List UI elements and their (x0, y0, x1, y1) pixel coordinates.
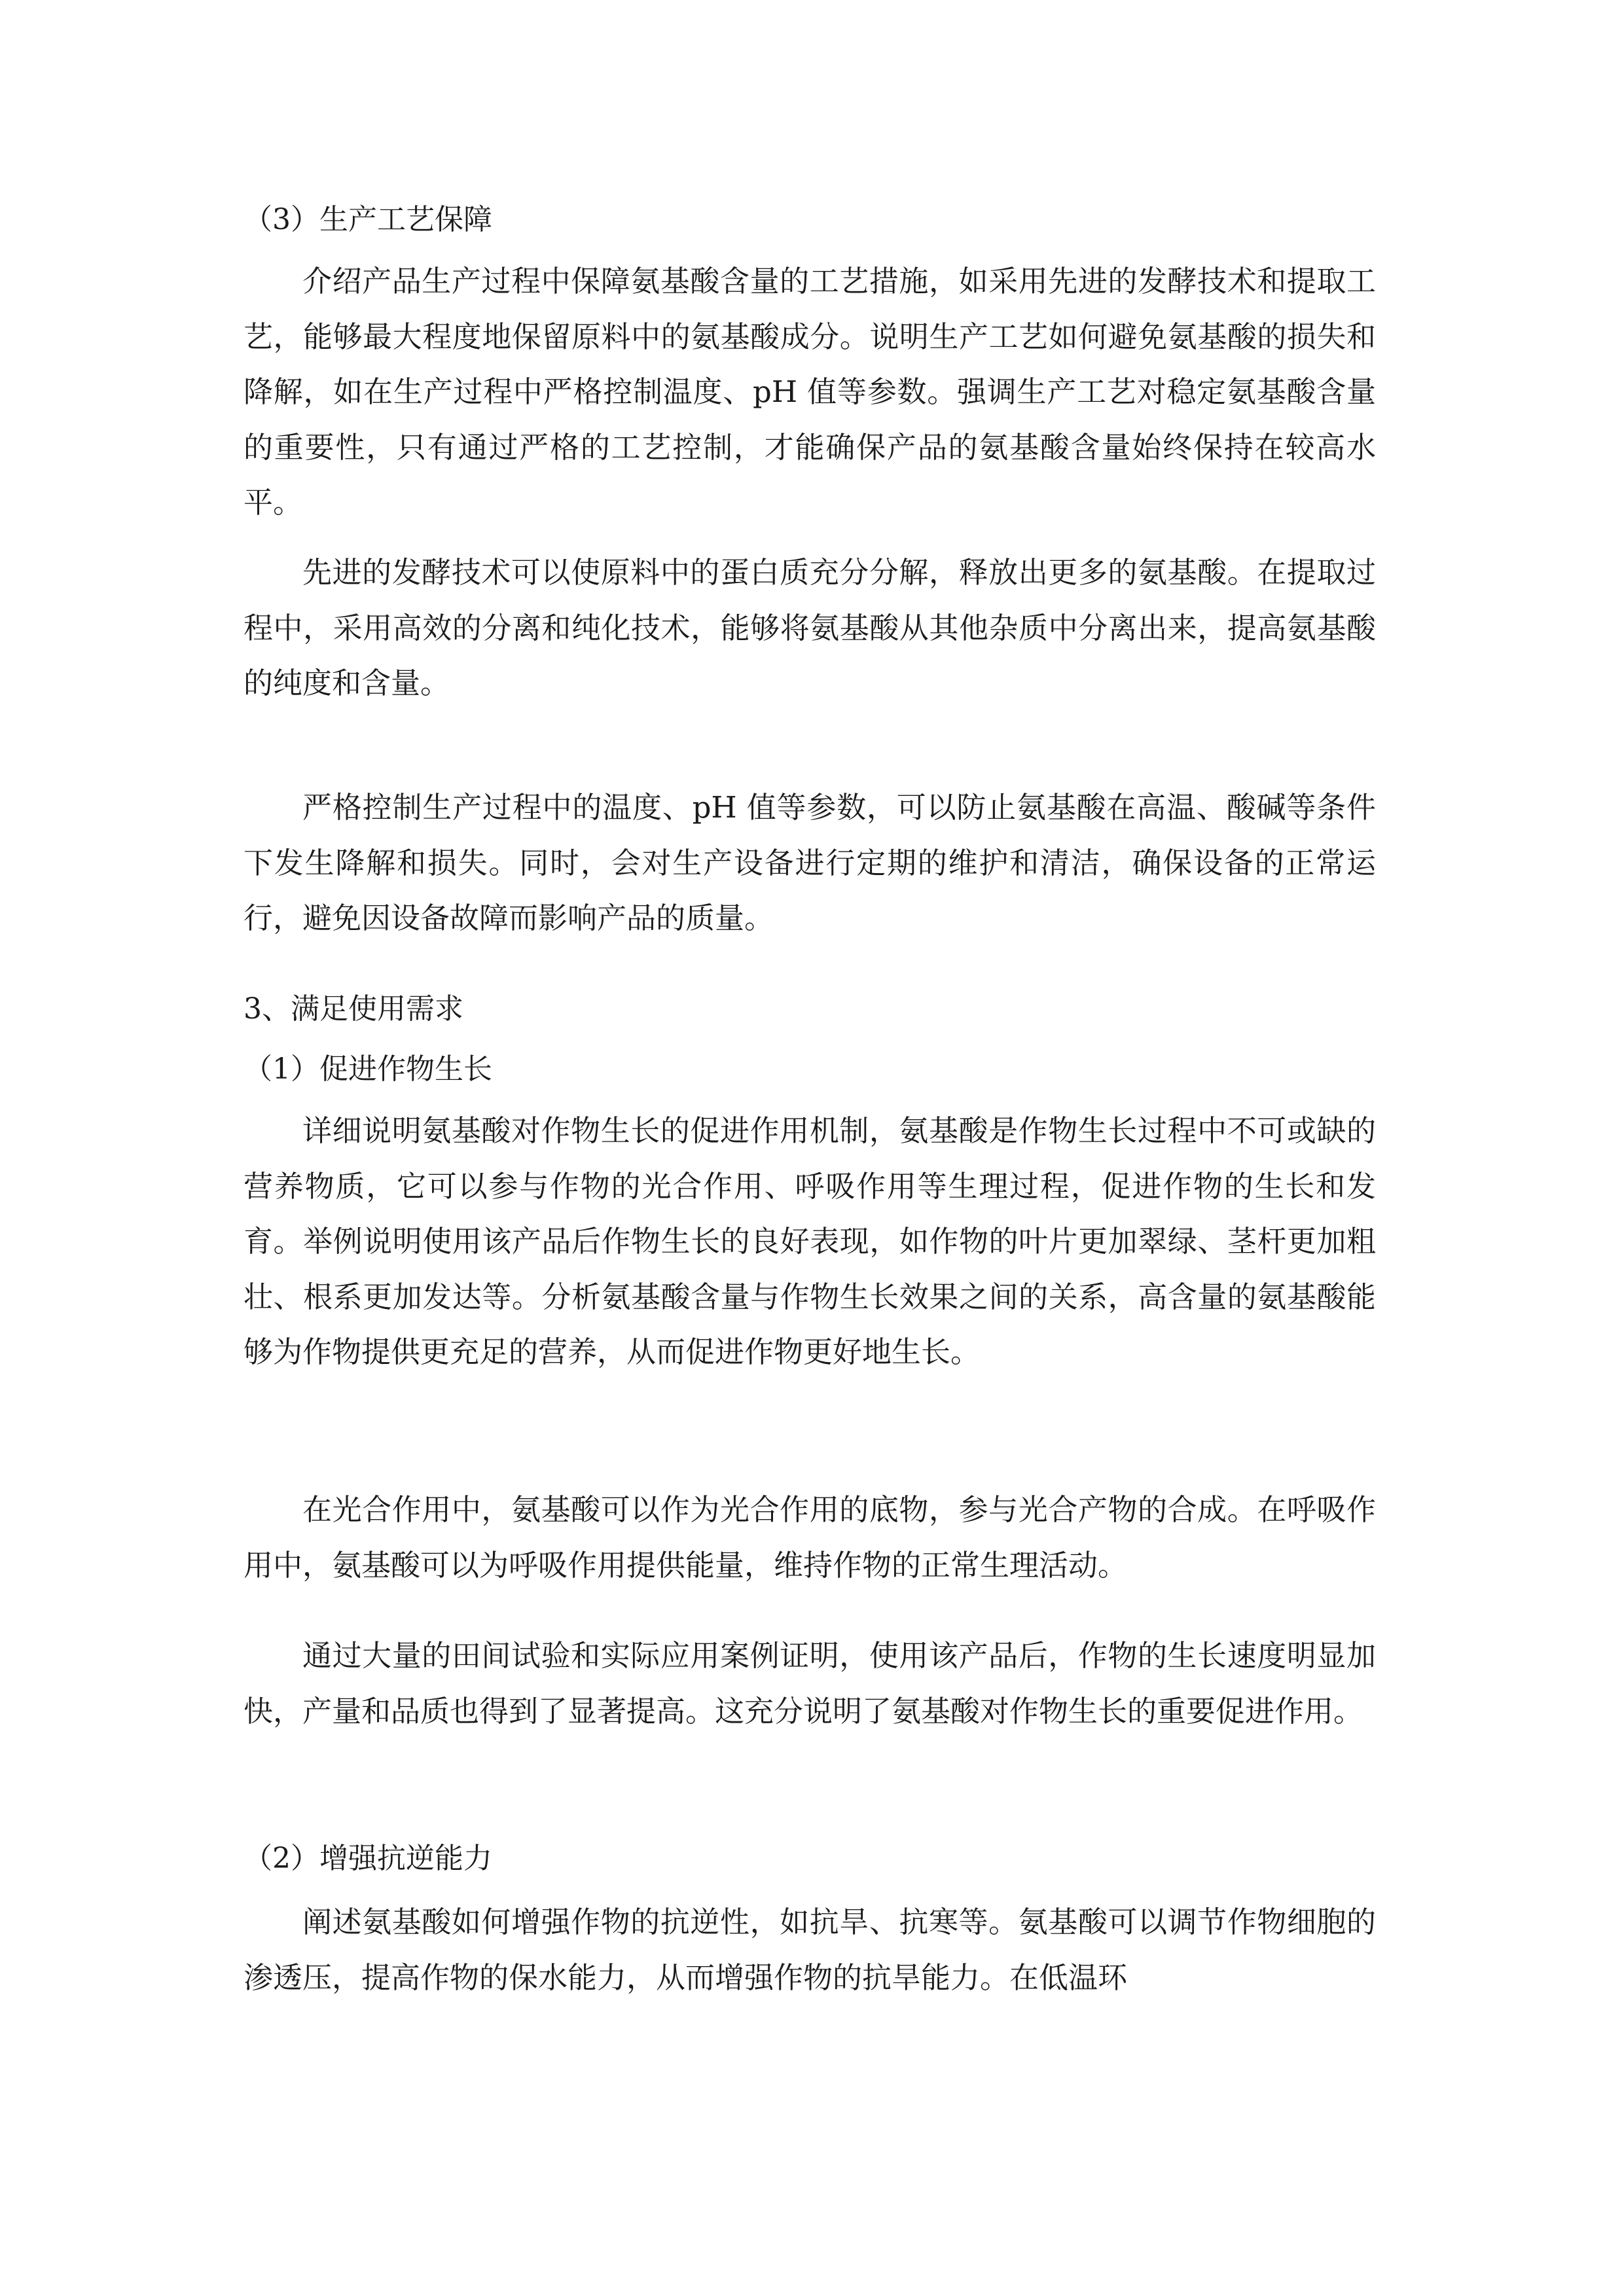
paragraph-stress-resistance (244, 1895, 1376, 2005)
body-paragraph: 先进的发酵技术可以使原料中的蛋白质充分分解，释放出更多的氨基酸。在提取过程中，采用高效的分离和纯化技术，能够将氨基酸从其他杂质中分离出来，提高氨基酸的纯度和含量。 (244, 555, 1376, 700)
body-paragraph: 通过大量的田间试验和实际应用案例证明，使用该产品后，作物的生长速度明显加快，产量和品质也得到了显著提高。这充分说明了氨基酸对作物生长的重要促进作用。 (244, 1638, 1376, 1729)
paragraph-photosynthesis (244, 1482, 1376, 1593)
section-heading: （3）生产工艺保障 (244, 203, 492, 236)
body-paragraph: 严格控制生产过程中的温度、pH 值等参数，可以防止氨基酸在高温、酸碱等条件下发生降解和损失。同时，会对生产设备进行定期的维护和清洁，确保设备的正常运行，避免因设备故障而影响产品的质量。 (244, 790, 1376, 935)
heading-production-process (244, 194, 1376, 246)
paragraph-control (244, 780, 1376, 946)
paragraph-growth-mechanism (244, 1103, 1376, 1380)
paragraph-field-trials (244, 1628, 1376, 1739)
paragraph-process-intro (244, 254, 1376, 531)
section-heading: （1）促进作物生长 (244, 1052, 492, 1086)
section-heading: （2）增强抗逆能力 (244, 1842, 492, 1875)
heading-promote-growth (244, 1043, 1376, 1096)
body-paragraph: 在光合作用中，氨基酸可以作为光合作用的底物，参与光合产物的合成。在呼吸作用中，氨基酸可以为呼吸作用提供能量，维持作物的正常生理活动。 (244, 1492, 1376, 1583)
heading-section-3 (244, 983, 1376, 1035)
paragraph-fermentation (244, 545, 1376, 711)
section-heading: 3、满足使用需求 (244, 992, 463, 1026)
body-paragraph: 介绍产品生产过程中保障氨基酸含量的工艺措施，如采用先进的发酵技术和提取工艺，能够最大程度地保留原料中的氨基酸成分。说明生产工艺如何避免氨基酸的损失和降解，如在生产过程中严格控制温度、pH 值等参数。强调生产工艺对稳定氨基酸含量的重要性，只有通过严格的工艺控制，才能确保产品的氨基酸含量始终保持在较高水平。 (244, 264, 1376, 520)
heading-stress-resistance (244, 1833, 1376, 1885)
body-paragraph: 详细说明氨基酸对作物生长的促进作用机制，氨基酸是作物生长过程中不可或缺的营养物质，它可以参与作物的光合作用、呼吸作用等生理过程，促进作物的生长和发育。举例说明使用该产品后作物生长的良好表现，如作物的叶片更加翠绿、茎杆更加粗壮、根系更加发达等。分析氨基酸含量与作物生长效果之间的关系，高含量的氨基酸能够为作物提供更充足的营养，从而促进作物更好地生长。 (244, 1113, 1376, 1369)
body-paragraph: 阐述氨基酸如何增强作物的抗逆性，如抗旱、抗寒等。氨基酸可以调节作物细胞的渗透压，提高作物的保水能力，从而增强作物的抗旱能力。在低温环 (244, 1905, 1376, 1995)
